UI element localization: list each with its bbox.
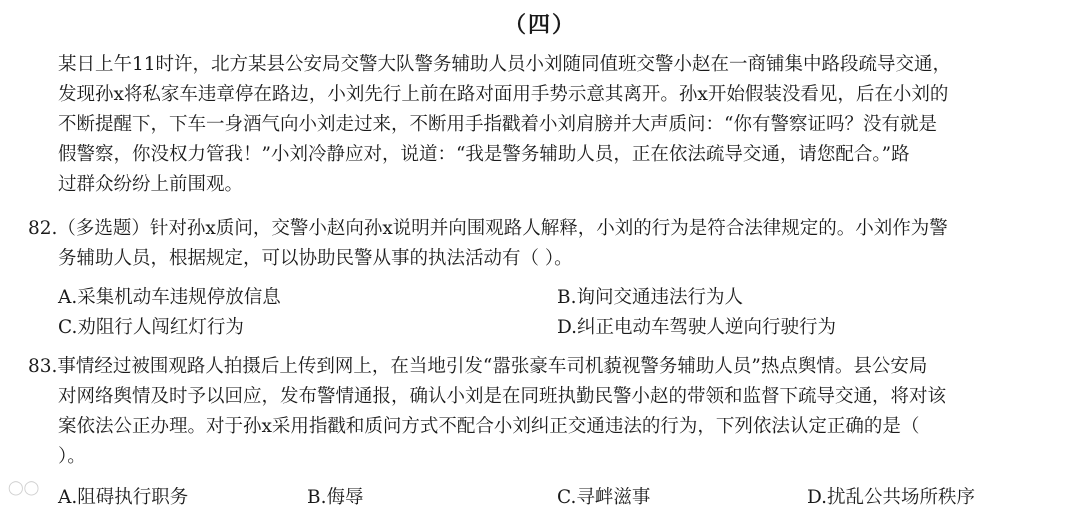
- case-intro-paragraph: [58, 50, 1048, 200]
- question-82-stem-line: 82.（多选题）针对孙x质问，交警小赵向孙x说明并向围观路人解释，小刘的行为是符合法律规定的。小刘作为警: [28, 218, 948, 239]
- section-title: （四）: [503, 12, 576, 38]
- question-82: [28, 214, 1048, 274]
- question-83-stem-line: 案依法公正办理。对于孙x采用指戳和质问方式不配合小刘纠正交通违法的行为，下列依法认定正确的是（: [58, 416, 920, 437]
- q83-option-a[interactable]: A.阻碍执行职务: [58, 487, 189, 508]
- q83-option-c[interactable]: C.寻衅滋事: [557, 487, 651, 508]
- question-82-stem-line: 务辅助人员，根据规定，可以协助民警从事的执法活动有（ ）。: [58, 248, 573, 269]
- question-83: [28, 352, 1048, 472]
- intro-line: 发现孙x将私家车违章停在路边，小刘先行上前在路对面用手势示意其离开。孙x开始假装没看见，后在小刘的: [58, 84, 949, 105]
- q82-option-c[interactable]: C.劝阻行人闯红灯行为: [58, 317, 244, 338]
- intro-line: 假警察，你没权力管我！”小刘冷静应对，说道：“我是警务辅助人员，正在依法疏导交通，请您配合。”路: [58, 144, 910, 165]
- intro-line: 不断提醒下，下车一身酒气向小刘走过来，不断用手指戳着小刘肩膀并大声质问：“你有警察证吗？没有就是: [58, 114, 937, 135]
- question-83-stem-line: ）。: [58, 446, 86, 467]
- q83-option-d[interactable]: D.扰乱公共场所秩序: [807, 487, 976, 508]
- q83-option-b[interactable]: B.侮辱: [307, 487, 364, 508]
- watermark-logo-icon: ◯◯: [8, 480, 40, 496]
- q82-option-a[interactable]: A.采集机动车违规停放信息: [58, 287, 281, 308]
- question-83-stem-line: 对网络舆情及时予以回应，发布警情通报，确认小刘是在同班执勤民警小赵的带领和监督下疏导交通，将对该: [58, 386, 947, 407]
- q82-option-b[interactable]: B.询问交通违法行为人: [557, 287, 743, 308]
- intro-line: 某日上午11时许，北方某县公安局交警大队警务辅助人员小刘随同值班交警小赵在一商铺集中路段疏导交通，: [58, 54, 952, 75]
- q82-option-d[interactable]: D.纠正电动车驾驶人逆向行驶行为: [557, 317, 837, 338]
- question-83-stem-line: 83.事情经过被围观路人拍摄后上传到网上，在当地引发“嚣张豪车司机藐视警务辅助人员”热点舆情。县公安局: [28, 356, 928, 377]
- intro-line: 过群众纷纷上前围观。: [58, 174, 244, 195]
